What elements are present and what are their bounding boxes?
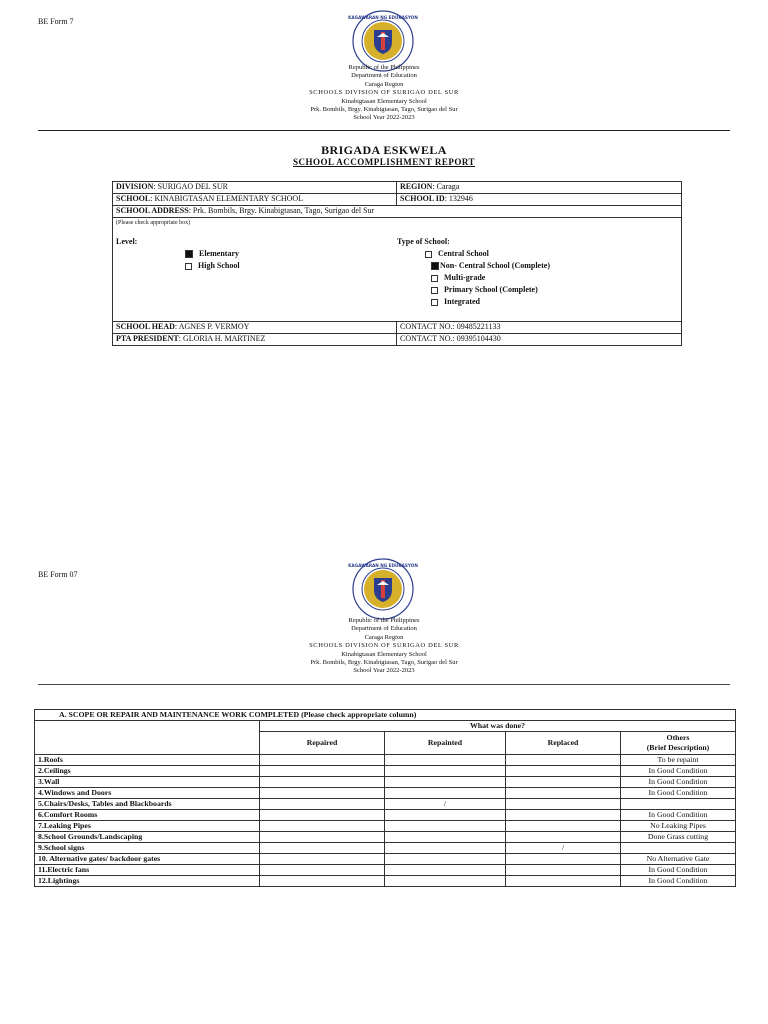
svg-text:KAGAWARAN NG EDUKASYON: KAGAWARAN NG EDUKASYON [348, 563, 418, 568]
item-cell: 4.Windows and Doors [35, 788, 260, 799]
repainted-cell[interactable] [385, 865, 506, 876]
replaced-cell[interactable] [506, 799, 621, 810]
header-region: Caraga Region [364, 633, 404, 641]
repainted-cell[interactable] [385, 810, 506, 821]
repainted-cell[interactable] [385, 755, 506, 766]
table-row [35, 843, 736, 854]
table-row [35, 821, 736, 832]
checked-box-icon [185, 250, 193, 258]
header-division: SCHOOLS DIVISION OF SURIGAO DEL SUR [309, 642, 459, 650]
header-department: Department of Education [351, 72, 417, 80]
replaced-cell[interactable] [506, 755, 621, 766]
others-cell[interactable] [621, 843, 736, 854]
col-others: Others (Brief Description) [621, 732, 736, 755]
header-republic: Republic of the Philippines [348, 64, 420, 71]
others-cell[interactable]: In Good Condition [621, 810, 736, 821]
checkbox-icon [425, 251, 432, 258]
others-cell[interactable]: In Good Condition [621, 865, 736, 876]
deped-seal-icon [348, 10, 418, 72]
type-option-multigrade[interactable]: Multi-grade [431, 272, 485, 285]
others-cell[interactable]: No Alternative Gate [621, 854, 736, 865]
region-cell: REGION: Caraga [397, 182, 682, 194]
checkbox-icon [431, 275, 438, 282]
header-region: Caraga Region [364, 80, 404, 88]
repaired-cell[interactable] [260, 876, 385, 887]
letterhead [0, 64, 768, 123]
pta-contact-cell: CONTACT NO.: 09395104430 [397, 334, 682, 346]
deped-seal-icon [348, 558, 418, 620]
type-label: Type of School: [397, 237, 450, 246]
school-cell: SCHOOL: KINABIGTASAN ELEMENTARY SCHOOL [113, 194, 397, 206]
repaired-cell[interactable] [260, 766, 385, 777]
type-option-integrated[interactable]: Integrated [431, 296, 480, 309]
table-row [35, 876, 736, 887]
checkbox-icon [431, 287, 438, 294]
repaired-cell[interactable] [260, 843, 385, 854]
repaired-cell[interactable] [260, 854, 385, 865]
school-info-table [112, 181, 682, 346]
replaced-cell[interactable]: / [506, 843, 621, 854]
replaced-cell[interactable] [506, 810, 621, 821]
others-cell[interactable]: In Good Condition [621, 766, 736, 777]
item-cell: 9.School signs [35, 843, 260, 854]
header-republic: Republic of the Philippines [348, 617, 420, 624]
maintenance-table [34, 709, 736, 887]
table-row [35, 854, 736, 865]
checked-box-icon [431, 262, 439, 270]
item-cell: 3.Wall [35, 777, 260, 788]
others-cell[interactable]: No Leaking Pipes [621, 821, 736, 832]
what-done-header: What was done? [260, 721, 736, 732]
report-title: BRIGADA ESKWELA [321, 143, 447, 157]
item-cell: 1.Roofs [35, 755, 260, 766]
repainted-cell[interactable] [385, 788, 506, 799]
address-cell: SCHOOL ADDRESS: Prk. Bombils, Brgy. Kinabigtasan, Tago, Surigao del Sur [113, 206, 682, 218]
others-cell[interactable]: To be repaint [621, 755, 736, 766]
table-row [35, 755, 736, 766]
others-cell[interactable]: In Good Condition [621, 876, 736, 887]
repaired-cell[interactable] [260, 865, 385, 876]
repainted-cell[interactable]: / [385, 799, 506, 810]
replaced-cell[interactable] [506, 766, 621, 777]
letterhead-2 [0, 617, 768, 676]
col-replaced: Replaced [506, 732, 621, 755]
table-row [35, 810, 736, 821]
item-cell: 5.Chairs/Desks, Tables and Blackboards [35, 799, 260, 810]
repaired-cell[interactable] [260, 810, 385, 821]
repaired-cell[interactable] [260, 821, 385, 832]
item-cell: 7.Leaking Pipes [35, 821, 260, 832]
level-option-elementary[interactable]: Elementary [185, 248, 239, 261]
repaired-cell[interactable] [260, 755, 385, 766]
svg-text:KAGAWARAN NG EDUKASYON: KAGAWARAN NG EDUKASYON [348, 15, 418, 20]
replaced-cell[interactable] [506, 854, 621, 865]
item-cell: 10. Alternative gates/ backdoor gates [35, 854, 260, 865]
repainted-cell[interactable] [385, 821, 506, 832]
others-cell[interactable]: In Good Condition [621, 777, 736, 788]
repainted-cell[interactable] [385, 854, 506, 865]
replaced-cell[interactable] [506, 876, 621, 887]
repainted-cell[interactable] [385, 777, 506, 788]
check-note: (Please check appropriate box) [116, 220, 191, 226]
header-department: Department of Education [351, 625, 417, 633]
school-head-contact-cell: CONTACT NO.: 09485221133 [397, 322, 682, 334]
table-row [35, 799, 736, 810]
item-header-cell [35, 721, 260, 755]
header-divider-2 [38, 684, 730, 685]
repaired-cell[interactable] [260, 832, 385, 843]
repaired-cell[interactable] [260, 799, 385, 810]
header-divider [38, 130, 730, 131]
form-number: BE Form 7 [38, 17, 74, 26]
type-option-non-central[interactable]: Non- Central School (Complete) [431, 260, 550, 273]
type-option-central[interactable]: Central School [425, 248, 489, 261]
division-cell: DIVISION: SURIGAO DEL SUR [113, 182, 397, 194]
header-school: Kinabigtasan Elementary School [341, 97, 427, 105]
school-id-cell: SCHOOL ID: 132946 [397, 194, 682, 206]
checkbox-icon [185, 263, 192, 270]
header-division: SCHOOLS DIVISION OF SURIGAO DEL SUR [309, 89, 459, 97]
header-school: Kinabigtasan Elementary School [341, 650, 427, 658]
table-row [35, 865, 736, 876]
repainted-cell[interactable] [385, 832, 506, 843]
section-title: A. SCOPE OR REPAIR AND MAINTENANCE WORK COMPLETED (Please check appropriate column) [35, 710, 736, 721]
pta-president-cell: PTA PRESIDENT: GLORIA H. MARTINEZ [113, 334, 397, 346]
replaced-cell[interactable] [506, 865, 621, 876]
table-row [35, 832, 736, 843]
header-address: Prk. Bombils, Brgy. Kinabigtasan, Tago, Surigao del Sur [310, 106, 458, 114]
others-cell[interactable]: Done Grass cutting [621, 832, 736, 843]
replaced-cell[interactable] [506, 777, 621, 788]
level-label: Level: [116, 237, 138, 246]
repainted-cell[interactable] [385, 876, 506, 887]
school-head-cell: SCHOOL HEAD: AGNES P. VERMOY [113, 322, 397, 334]
item-cell: 6.Comfort Rooms [35, 810, 260, 821]
item-cell: 8.School Grounds/Landscaping [35, 832, 260, 843]
header-school-year: School Year 2022-2023 [353, 667, 415, 675]
repainted-cell[interactable] [385, 766, 506, 777]
col-repainted: Repainted [385, 732, 506, 755]
others-cell[interactable] [621, 799, 736, 810]
table-row [35, 766, 736, 777]
col-repaired: Repaired [260, 732, 385, 755]
table-row [35, 777, 736, 788]
level-type-cell [113, 218, 682, 322]
item-cell: 11.Electric fans [35, 865, 260, 876]
header-address: Prk. Bombils, Brgy. Kinabigtasan, Tago, Surigao del Sur [310, 659, 458, 667]
repaired-cell[interactable] [260, 777, 385, 788]
item-cell: 2.Ceilings [35, 766, 260, 777]
others-cell[interactable]: In Good Condition [621, 788, 736, 799]
header-school-year: School Year 2022-2023 [353, 114, 415, 122]
replaced-cell[interactable] [506, 821, 621, 832]
repaired-cell[interactable] [260, 788, 385, 799]
repainted-cell[interactable] [385, 843, 506, 854]
type-option-primary[interactable]: Primary School (Complete) [431, 284, 538, 297]
replaced-cell[interactable] [506, 788, 621, 799]
table-row [35, 788, 736, 799]
level-option-high-school[interactable]: High School [185, 260, 240, 273]
form-number-2: BE Form 07 [38, 570, 78, 579]
report-subtitle: SCHOOL ACCOMPLISHMENT REPORT [292, 157, 476, 167]
checkbox-icon [431, 299, 438, 306]
item-cell: 12.Lightings [35, 876, 260, 887]
replaced-cell[interactable] [506, 832, 621, 843]
